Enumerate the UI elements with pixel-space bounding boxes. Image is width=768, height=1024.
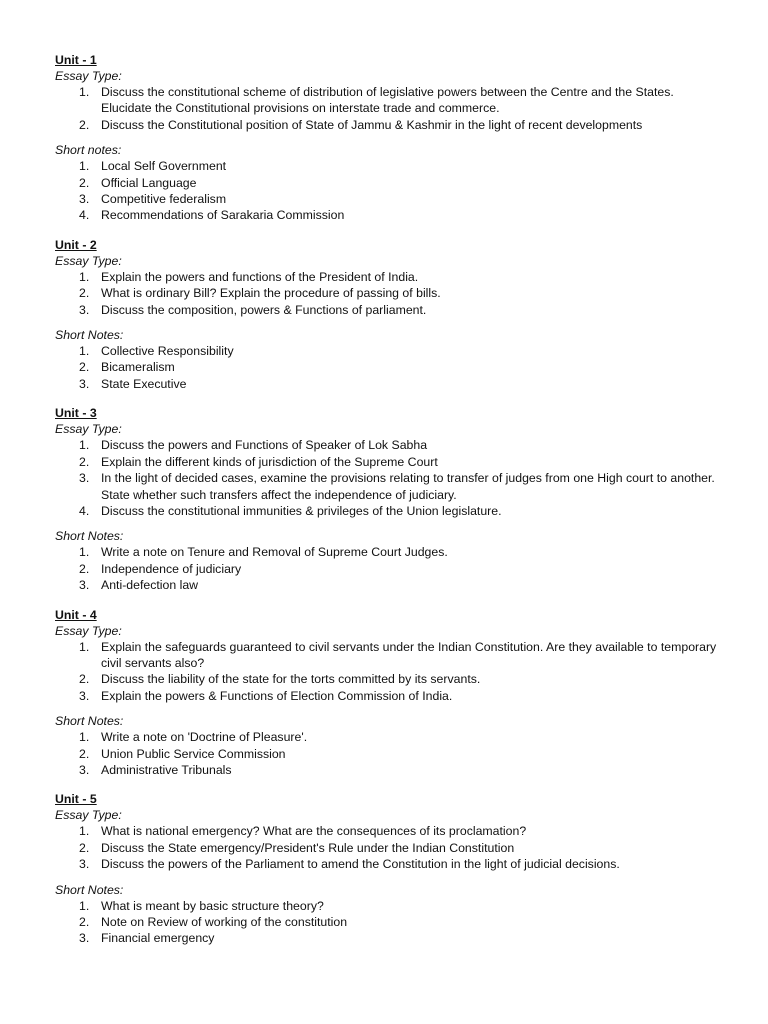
list-item: 3. In the light of decided cases, examine the provisions relating to transfer of judges from one High court to another. State whether such transfers affect the independence of judiciary. bbox=[79, 471, 715, 502]
short-notes-label: Short Notes: bbox=[55, 328, 124, 343]
unit-2 bbox=[55, 237, 725, 392]
short-notes-list bbox=[55, 158, 725, 224]
essay-type-label: Essay Type: bbox=[55, 69, 122, 83]
list-item: 2. Union Public Service Commission bbox=[79, 746, 286, 761]
list-item: 4. Recommendations of Sarakaria Commission bbox=[79, 208, 345, 223]
list-item: 2. Official Language bbox=[79, 175, 197, 190]
essay-list bbox=[55, 823, 725, 872]
list-item: 2. Explain the different kinds of jurisdiction of the Supreme Court bbox=[79, 454, 438, 469]
list-item: 2. Bicameralism bbox=[79, 360, 175, 375]
list-item: 1. What is meant by basic structure theory? bbox=[79, 898, 324, 913]
list-item: 2. Discuss the State emergency/President's Rule under the Indian Constitution bbox=[79, 840, 515, 855]
list-item: 1. Discuss the powers and Functions of Speaker of Lok Sabha bbox=[79, 438, 428, 453]
list-item: 1. Discuss the constitutional scheme of distribution of legislative powers between the Centre and the States. Elucidate the Constitutional provisions on interstate trade and commerce. bbox=[79, 85, 674, 116]
essay-type-label: Essay Type: bbox=[55, 422, 122, 437]
essay-list bbox=[55, 639, 725, 705]
list-item: 3. Financial emergency bbox=[79, 931, 215, 946]
list-item: 1. Write a note on 'Doctrine of Pleasure'. bbox=[79, 730, 308, 745]
unit-title: Unit - 5 bbox=[55, 792, 97, 807]
unit-title: Unit - 4 bbox=[55, 607, 97, 622]
list-item: 3. Administrative Tribunals bbox=[79, 762, 232, 777]
list-item: 2. Discuss the liability of the state for the torts committed by its servants. bbox=[79, 672, 481, 687]
unit-title: Unit - 2 bbox=[55, 237, 97, 252]
short-notes-label: Short notes: bbox=[55, 143, 122, 158]
unit-title: Unit - 1 bbox=[55, 53, 97, 67]
essay-list bbox=[55, 437, 725, 519]
list-item: 1. Collective Responsibility bbox=[79, 344, 234, 359]
list-item: 3. Anti-defection law bbox=[79, 578, 199, 593]
unit-1 bbox=[55, 52, 725, 224]
essay-type-label: Essay Type: bbox=[55, 623, 122, 638]
short-notes-label: Short Notes: bbox=[55, 714, 124, 729]
list-item: 3. Competitive federalism bbox=[79, 192, 227, 207]
list-item: 2. Note on Review of working of the constitution bbox=[79, 915, 348, 929]
essay-type-label: Essay Type: bbox=[55, 808, 122, 823]
list-item: 4. Discuss the constitutional immunities & privileges of the Union legislature. bbox=[79, 503, 502, 518]
list-item: 3. Discuss the powers of the Parliament to amend the Constitution in the light of judicial decisions. bbox=[79, 857, 620, 872]
list-item: 3. Explain the powers & Functions of Election Commission of India. bbox=[79, 688, 453, 703]
list-item: 2. What is ordinary Bill? Explain the procedure of passing of bills. bbox=[79, 286, 441, 301]
short-notes-list bbox=[55, 729, 725, 778]
unit-5 bbox=[55, 791, 725, 946]
list-item: 3. State Executive bbox=[79, 376, 187, 391]
unit-4 bbox=[55, 607, 725, 779]
list-item: 2. Independence of judiciary bbox=[79, 561, 242, 576]
unit-3 bbox=[55, 405, 725, 593]
list-item: 1. What is national emergency? What are the consequences of its proclamation? bbox=[79, 824, 527, 839]
short-notes-list bbox=[55, 544, 725, 593]
short-notes-list bbox=[55, 343, 725, 392]
document-page bbox=[55, 52, 725, 960]
list-item: 2. Discuss the Constitutional position of State of Jammu & Kashmir in the light of recent developments bbox=[79, 117, 643, 132]
list-item: 3. Discuss the composition, powers & Functions of parliament. bbox=[79, 302, 427, 317]
list-item: 1. Explain the powers and functions of the President of India. bbox=[79, 269, 419, 284]
unit-title: Unit - 3 bbox=[55, 406, 97, 421]
list-item: 1. Local Self Government bbox=[79, 159, 227, 174]
short-notes-label: Short Notes: bbox=[55, 529, 124, 544]
short-notes-list bbox=[55, 898, 725, 947]
list-item: 1. Explain the safeguards guaranteed to civil servants under the Indian Constitution. Are they available to temporary civil servants also? bbox=[79, 639, 717, 670]
essay-type-label: Essay Type: bbox=[55, 253, 122, 268]
list-item: 1. Write a note on Tenure and Removal of Supreme Court Judges. bbox=[79, 545, 448, 560]
essay-list bbox=[55, 84, 725, 133]
essay-list bbox=[55, 269, 725, 318]
short-notes-label: Short Notes: bbox=[55, 882, 124, 897]
